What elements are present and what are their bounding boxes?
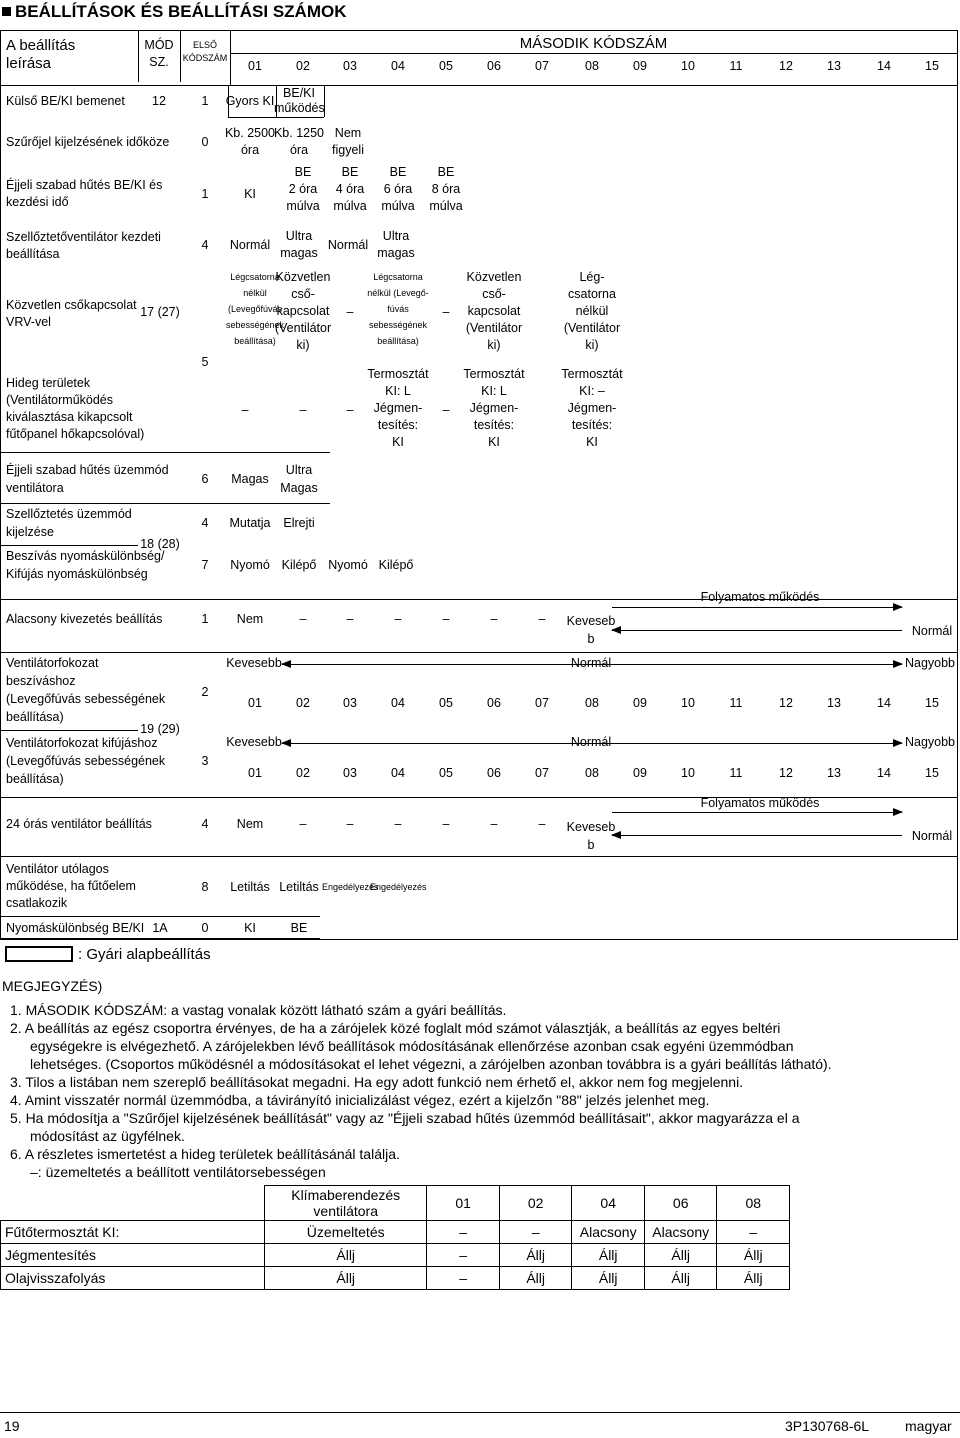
r5-v06-0: Közvetlen	[466, 270, 522, 284]
table-cell: Állj	[572, 1267, 645, 1290]
col-header-05: 05	[439, 59, 453, 73]
r10-right: Normál	[911, 624, 953, 638]
r11-step-05: 05	[439, 696, 453, 710]
r4-first: 4	[201, 238, 209, 252]
notes-head: MEGJEGYZÉS)	[2, 978, 103, 994]
r6-v04-1: KI: L	[385, 384, 411, 398]
r11-first: 2	[201, 685, 209, 699]
header-mode-2: SZ.	[149, 55, 169, 69]
r14-v02: Letiltás	[279, 880, 319, 894]
col-header-12: 12	[779, 59, 793, 73]
r6-v05: –	[442, 403, 450, 417]
r13-dash-4: –	[490, 817, 498, 831]
r12-step-06: 06	[487, 766, 501, 780]
r3-v05-0: BE	[437, 165, 455, 179]
table-cell: Fűtőtermosztát KI:	[1, 1221, 265, 1244]
r8-first: 4	[201, 516, 209, 530]
col-header-06: 06	[487, 59, 501, 73]
note-4: 4. Amint visszatér normál üzemmódba, a távirányító inicializálást végez, ezért a kijelzőn "88" jelzés jelenhet meg.	[10, 1092, 710, 1108]
table-cell: Állj	[265, 1267, 427, 1290]
r10-first: 1	[201, 612, 209, 626]
r5-v08-3: (Ventilátor	[563, 321, 621, 335]
r10-arrow-left	[612, 630, 902, 631]
r9-first: 7	[201, 558, 209, 572]
r6-v08-4: KI	[586, 435, 598, 449]
r10-dash-0: –	[299, 612, 307, 626]
r5-v04-0: Légcsatorna	[373, 272, 423, 282]
r5-v08-0: Lég-	[579, 270, 605, 284]
table-cell: Állj	[644, 1244, 717, 1267]
r11-step-07: 07	[535, 696, 549, 710]
r5-v01-2: (Levegőfúvás	[227, 304, 283, 314]
r12-step-15: 15	[925, 766, 939, 780]
r13-dash-2: –	[394, 817, 402, 831]
r3-desc-1: Éjjeli szabad hűtés BE/KI és	[6, 178, 163, 192]
r8-v02: Elrejti	[283, 516, 315, 530]
r13-desc: 24 órás ventilátor beállítás	[6, 817, 152, 831]
table-cell: Jégmentesítés	[1, 1244, 265, 1267]
table-cell: Üzemeltetés	[265, 1221, 427, 1244]
r5-v03: –	[346, 305, 354, 319]
r15-desc: Nyomáskülönbség BE/KI	[6, 921, 145, 935]
r13-dash-5: –	[538, 817, 546, 831]
r5-v02-0: Közvetlen	[275, 270, 331, 284]
table-cell: Állj	[499, 1267, 572, 1290]
r9-v01: Nyomó	[230, 558, 270, 572]
r5-first: 5	[201, 355, 209, 369]
r5-v05: –	[442, 305, 450, 319]
r9-v02: Kilépő	[281, 558, 317, 572]
r4-v03: Normál	[327, 238, 369, 252]
r13-left-2: b	[587, 838, 595, 852]
r5-v04-1: nélkül (Levegő-	[367, 288, 429, 298]
r11-desc-2: beszíváshoz	[6, 674, 76, 688]
r6-v08-1: KI: –	[579, 384, 605, 398]
r13-left-1: Keveseb	[566, 820, 616, 834]
r3-desc-2: kezdési idő	[6, 195, 69, 209]
r12-step-08: 08	[585, 766, 599, 780]
r2-v03b: figyeli	[332, 143, 364, 157]
r3-v01: KI	[244, 187, 256, 201]
r13-dash-3: –	[442, 817, 450, 831]
table-cell: Állj	[717, 1267, 790, 1290]
table-head-02: 02	[499, 1186, 572, 1221]
r6-v06-0: Termosztát	[463, 367, 525, 381]
r12-step-07: 07	[535, 766, 549, 780]
r3-v04-1: 6 óra	[383, 182, 413, 196]
r6-desc-4: fűtőpanel hőkapcsolóval)	[6, 427, 145, 441]
col-header-03: 03	[343, 59, 357, 73]
r6-v08-0: Termosztát	[561, 367, 623, 381]
r6-v02: –	[299, 403, 307, 417]
fan-operation-table	[0, 1185, 790, 1290]
r11-low: Kevesebb	[226, 656, 282, 670]
table-cell: Olajvisszafolyás	[1, 1267, 265, 1290]
r7-desc-1: Éjjeli szabad hűtés üzemmód	[6, 463, 169, 477]
r5-v04-4: beállítása)	[377, 336, 419, 346]
r3-v04-2: múlva	[381, 199, 415, 213]
r15-v01: KI	[244, 921, 256, 935]
r9-desc-2: Kifújás nyomáskülönbség	[6, 567, 148, 581]
r11-step-04: 04	[391, 696, 405, 710]
table-head-fan: Klímaberendezés ventilátora	[265, 1186, 427, 1221]
r5-v01-3: sebességének	[225, 320, 285, 330]
r3-v05-1: 8 óra	[431, 182, 461, 196]
r4-v02a: Ultra	[285, 229, 313, 243]
r12-first: 3	[201, 754, 209, 768]
r11-step-02: 02	[296, 696, 310, 710]
table-cell: –	[717, 1221, 790, 1244]
r11-step-10: 10	[681, 696, 695, 710]
r10-dash-3: –	[442, 612, 450, 626]
table-cell: Állj	[499, 1244, 572, 1267]
r12-high: Nagyobb	[904, 735, 956, 749]
r14-v03: Engedélyezés	[322, 882, 379, 892]
r5-desc-2: VRV-vel	[6, 315, 51, 329]
r11-step-11: 11	[729, 696, 743, 710]
note-6: 6. A részletes ismertetést a hideg területek beállításánál találja.	[10, 1146, 400, 1162]
note-7: –: üzemeltetés a beállított ventilátorsebességen	[30, 1164, 326, 1180]
r6-v06-1: KI: L	[481, 384, 507, 398]
page-number: 19	[4, 1418, 20, 1434]
table-cell: –	[427, 1221, 500, 1244]
col-header-13: 13	[827, 59, 841, 73]
r1-first: 1	[201, 94, 209, 108]
r12-step-05: 05	[439, 766, 453, 780]
r6-desc-3: kiválasztása kikapcsolt	[6, 410, 133, 424]
r11-step-12: 12	[779, 696, 793, 710]
r9-v03: Nyomó	[328, 558, 368, 572]
table-cell: –	[427, 1267, 500, 1290]
title-bullet-icon	[2, 7, 11, 16]
r11-high: Nagyobb	[904, 656, 956, 670]
r8-mode: 18 (28)	[140, 537, 180, 551]
table-cell: –	[427, 1244, 500, 1267]
r10-dash-2: –	[394, 612, 402, 626]
table-header-row	[1, 1186, 790, 1221]
col-header-04: 04	[391, 59, 405, 73]
r12-step-14: 14	[877, 766, 891, 780]
r7-v02a: Ultra	[285, 463, 313, 477]
legend-text: : Gyári alapbeállítás	[78, 946, 211, 963]
r11-step-15: 15	[925, 696, 939, 710]
r13-v01: Nem	[236, 817, 264, 831]
r2-desc: Szűrőjel kijelzésének időköze	[6, 135, 170, 149]
r11-step-09: 09	[633, 696, 647, 710]
r15-mode: 1A	[152, 921, 168, 935]
r5-v02-4: ki)	[296, 338, 310, 352]
r10-dash-5: –	[538, 612, 546, 626]
r11-desc-3: (Levegőfúvás sebességének	[6, 692, 166, 706]
doc-language: magyar	[905, 1418, 952, 1434]
table-cell: Állj	[572, 1244, 645, 1267]
r10-dash-4: –	[490, 612, 498, 626]
r2-v01a: Kb. 2500	[224, 126, 276, 140]
table-row	[1, 1221, 790, 1244]
note-5a: 5. Ha módosítja a "Szűrőjel kijelzésének beállítását" vagy az "Éjjeli szabad hűtés üzemmód beállításait", akkor magyarázza el a	[10, 1110, 800, 1126]
r12-step-10: 10	[681, 766, 695, 780]
table-cell: –	[499, 1221, 572, 1244]
r8-desc-1: Szellőztetés üzemmód	[6, 507, 132, 521]
r5-v01-4: beállítása)	[234, 336, 276, 346]
header-first-1: ELSŐ	[192, 40, 217, 50]
r13-arrow-right	[612, 812, 902, 813]
r10-top: Folyamatos működés	[700, 590, 820, 604]
r14-first: 8	[201, 880, 209, 894]
page-title: BEÁLLÍTÁSOK ÉS BEÁLLÍTÁSI SZÁMOK	[15, 2, 347, 21]
r12-step-01: 01	[248, 766, 262, 780]
r7-v01: Magas	[231, 472, 269, 486]
r12-step-04: 04	[391, 766, 405, 780]
r6-v04-0: Termosztát	[367, 367, 429, 381]
r7-desc-2: ventilátora	[6, 481, 64, 495]
r7-v02b: Magas	[280, 481, 318, 495]
r5-v06-4: ki)	[487, 338, 501, 352]
r1-v02b: működés	[274, 101, 325, 115]
r7-first: 6	[201, 472, 209, 486]
r11-step-01: 01	[248, 696, 262, 710]
r3-v02-0: BE	[294, 165, 312, 179]
r8-desc-2: kijelzése	[6, 525, 54, 539]
r6-v04-2: Jégmen-	[373, 401, 423, 415]
col-header-11: 11	[729, 59, 743, 73]
r1-mode: 12	[152, 94, 166, 108]
note-2b: egységekre is elvégezhető. A zárójelekben lévő beállítások módosításának ellenőrzése azonban csak egyéni üzemmódban	[30, 1038, 794, 1054]
r14-desc-2: működése, ha fűtőelem	[6, 879, 136, 893]
r6-v01: –	[241, 403, 249, 417]
r2-v01b: óra	[240, 143, 260, 157]
r5-desc-1: Közvetlen csőkapcsolat	[6, 298, 137, 312]
r5-v08-1: csatorna	[568, 287, 616, 301]
r12-step-11: 11	[729, 766, 743, 780]
r5-v04-2: fúvás	[387, 304, 409, 314]
table-cell: Alacsony	[572, 1221, 645, 1244]
col-header-01: 01	[248, 59, 262, 73]
r6-v06-4: KI	[488, 435, 500, 449]
header-first-2: KÓDSZÁM	[182, 53, 228, 63]
r11-step-14: 14	[877, 696, 891, 710]
r5-v06-2: kapcsolat	[467, 304, 521, 318]
r10-left-2: b	[587, 632, 595, 646]
r6-v04-3: tesítés:	[377, 418, 419, 432]
r10-dash-1: –	[346, 612, 354, 626]
r3-v02-1: 2 óra	[288, 182, 318, 196]
note-5b: módosítást az ügyfélnek.	[30, 1128, 185, 1144]
r3-v02-2: múlva	[286, 199, 320, 213]
note-1: 1. MÁSODIK KÓDSZÁM: a vastag vonalak között látható szám a gyári beállítás.	[10, 1002, 507, 1018]
r9-v04: Kilépő	[378, 558, 414, 572]
r2-first: 0	[201, 135, 209, 149]
r12-low: Kevesebb	[226, 735, 282, 749]
r3-v03-0: BE	[341, 165, 359, 179]
r11-step-06: 06	[487, 696, 501, 710]
r12-desc-2: (Levegőfúvás sebességének	[6, 754, 166, 768]
table-head-06: 06	[644, 1186, 717, 1221]
table-cell: Állj	[717, 1244, 790, 1267]
r3-first: 1	[201, 187, 209, 201]
r10-arrow-right	[612, 607, 902, 608]
header-mode-1: MÓD	[144, 38, 174, 52]
r12-step-09: 09	[633, 766, 647, 780]
r2-v03a: Nem	[334, 126, 362, 140]
table-head-08: 08	[717, 1186, 790, 1221]
r8-v01: Mutatja	[229, 516, 271, 530]
col-header-08: 08	[585, 59, 599, 73]
r6-v08-2: Jégmen-	[567, 401, 617, 415]
note-3: 3. Tilos a listában nem szereplő beállításokat megadni. Ha egy adott funkció nem érhető el, akkor nem fog megjelenni.	[10, 1074, 744, 1090]
r11-desc-1: Ventilátorfokozat	[6, 656, 99, 670]
r14-v01: Letiltás	[230, 880, 270, 894]
doc-number: 3P130768-6L	[785, 1418, 870, 1434]
r5-v04-3: sebességének	[368, 320, 428, 330]
table-head-04: 04	[572, 1186, 645, 1221]
note-2c: lehetséges. (Csoportos működésnél a módosításokat el lehet végezni, a zárójelben azonban továbbra is a gyári beállítás látható).	[30, 1056, 832, 1072]
r14-desc-1: Ventilátor utólagos	[6, 862, 109, 876]
r10-desc: Alacsony kivezetés beállítás	[6, 612, 163, 626]
header-desc-1: A beállítás	[6, 37, 76, 54]
table-row	[1, 1244, 790, 1267]
r6-v06-2: Jégmen-	[469, 401, 519, 415]
r6-v08-3: tesítés:	[571, 418, 613, 432]
r11-step-08: 08	[585, 696, 599, 710]
r12-step-12: 12	[779, 766, 793, 780]
note-2a: 2. A beállítás az egész csoportra érvényes, de ha a zárójelek közé foglalt mód számot választják, a beállítás az egyes beltéri	[10, 1020, 781, 1036]
r12-step-13: 13	[827, 766, 841, 780]
r12-mid: Normál	[570, 735, 612, 749]
r6-v03: –	[346, 403, 354, 417]
table-cell: Állj	[644, 1267, 717, 1290]
table-cell: Alacsony	[644, 1221, 717, 1244]
col-header-15: 15	[925, 59, 939, 73]
col-header-10: 10	[681, 59, 695, 73]
r12-desc-3: beállítása)	[6, 772, 64, 786]
r5-v06-1: cső-	[482, 287, 506, 301]
r5-v01-0: Légcsatorna	[230, 272, 280, 282]
r2-v02b: óra	[289, 143, 309, 157]
r11-mid: Normál	[570, 656, 612, 670]
r6-desc-2: (Ventilátorműködés	[6, 393, 114, 407]
r14-desc-3: csatlakozik	[6, 896, 68, 910]
header-second: MÁSODIK KÓDSZÁM	[519, 35, 668, 52]
r5-v01-1: nélkül	[243, 288, 267, 298]
r5-v02-2: kapcsolat	[276, 304, 330, 318]
r5-v02-1: cső-	[291, 287, 315, 301]
table-cell: Állj	[265, 1244, 427, 1267]
r5-v06-3: (Ventilátor	[465, 321, 523, 335]
r11-step-03: 03	[343, 696, 357, 710]
r12-mode: 19 (29)	[140, 722, 180, 736]
r4-v02b: magas	[280, 246, 318, 260]
r14-v04: Engedélyezés	[370, 882, 427, 892]
col-header-09: 09	[633, 59, 647, 73]
legend-box	[5, 946, 73, 962]
r12-step-03: 03	[343, 766, 357, 780]
r10-left-1: Keveseb	[566, 614, 616, 628]
header-desc-2: leírása	[6, 55, 52, 72]
r10-v01: Nem	[236, 612, 264, 626]
table-head-01: 01	[427, 1186, 500, 1221]
r4-desc-2: beállítása	[6, 247, 60, 261]
r1-v01: Gyors KI	[225, 94, 275, 108]
r13-first: 4	[201, 817, 209, 831]
r1-v02a: BE/KI	[283, 86, 315, 100]
col-header-07: 07	[535, 59, 549, 73]
r13-dash-0: –	[299, 817, 307, 831]
r13-dash-1: –	[346, 817, 354, 831]
r4-v04b: magas	[377, 246, 415, 260]
r12-desc-1: Ventilátorfokozat kifújáshoz	[6, 736, 158, 750]
r5-v02-3: (Ventilátor	[274, 321, 332, 335]
r2-v02a: Kb. 1250	[273, 126, 325, 140]
r3-v05-2: múlva	[429, 199, 463, 213]
r5-v08-4: ki)	[585, 338, 599, 352]
r5-mode: 17 (27)	[140, 305, 180, 319]
r4-v01: Normál	[229, 238, 271, 252]
r6-v04-4: KI	[392, 435, 404, 449]
r3-v03-1: 4 óra	[335, 182, 365, 196]
r11-desc-4: beállítása)	[6, 710, 64, 724]
r6-desc-1: Hideg területek	[6, 376, 91, 390]
r1-desc: Külső BE/KI bemenet	[6, 94, 125, 108]
r13-right: Normál	[911, 829, 953, 843]
r3-v04-0: BE	[389, 165, 407, 179]
r5-v08-2: nélkül	[575, 304, 609, 318]
table-row	[1, 1267, 790, 1290]
r4-desc-1: Szellőztetőventilátor kezdeti	[6, 230, 161, 244]
r15-v02: BE	[290, 921, 308, 935]
col-header-02: 02	[296, 59, 310, 73]
r9-desc-1: Beszívás nyomáskülönbség/	[6, 549, 165, 563]
r4-v04a: Ultra	[382, 229, 410, 243]
r6-v06-3: tesítés:	[473, 418, 515, 432]
r11-step-13: 13	[827, 696, 841, 710]
r3-v03-2: múlva	[333, 199, 367, 213]
r12-step-02: 02	[296, 766, 310, 780]
r13-top: Folyamatos működés	[700, 796, 820, 810]
r15-first: 0	[201, 921, 209, 935]
r13-arrow-left	[612, 835, 902, 836]
col-header-14: 14	[877, 59, 891, 73]
